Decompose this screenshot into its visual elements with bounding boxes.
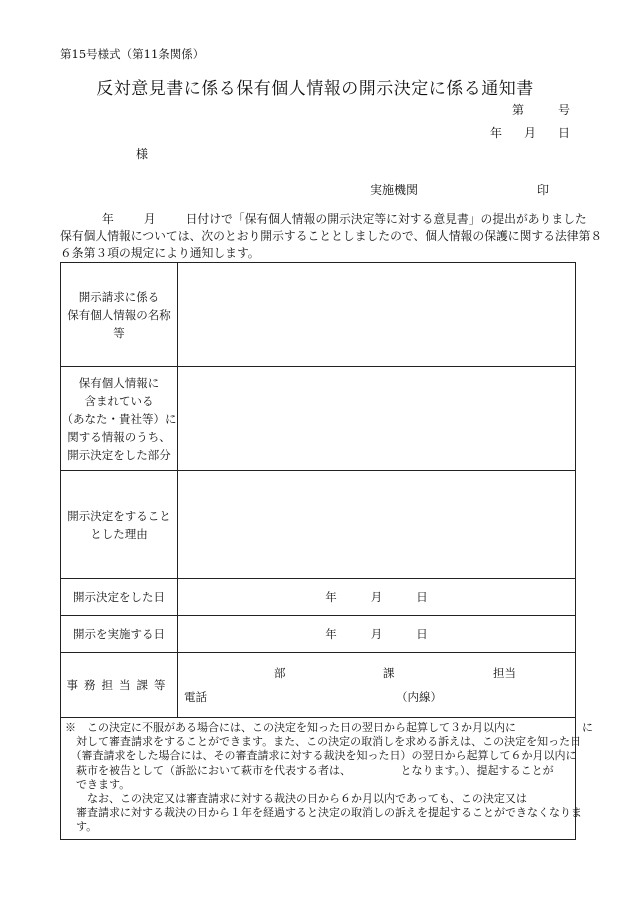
issue-year: 年: [489, 126, 502, 140]
intro-year: 年: [102, 212, 114, 226]
field-disclosed-part[interactable]: [178, 367, 576, 471]
field-info-name[interactable]: [178, 263, 576, 367]
field-reason[interactable]: [178, 471, 576, 579]
field-staff-section[interactable]: [178, 653, 576, 718]
decision-day: 日: [416, 590, 428, 604]
table-row: [61, 616, 576, 653]
intro-line-3: ６条第３項の規定により通知します。: [60, 246, 260, 260]
disclosure-table: [60, 262, 593, 840]
notice-line: （審査請求をした場合には、その審査請求に対する裁決を知った日）の翌日から起算して６か月以内に: [65, 749, 577, 763]
label-implementation-date: 開示を実施する日: [61, 616, 178, 653]
notice-line: 萩市を被告として（訴訟において萩市を代表する者は、 となります。）、提起することが: [65, 763, 554, 777]
staff-dept: 部: [274, 666, 286, 680]
label-reason: 開示決定をすること とした理由: [61, 471, 178, 579]
notice-line: 対して審査請求をすることができます。また、この決定の取消しを求める訴えは、この決定を知った日: [65, 735, 582, 749]
notice-line: なお、この決定又は審査請求に対する裁決の日から６か月以内であっても、この決定又は: [65, 792, 527, 806]
label-info-name: 開示請求に係る 保有個人情報の名称 等: [61, 263, 178, 367]
staff-phone: 電話: [184, 690, 207, 704]
intro-line-2: 保有個人情報については、次のとおり開示することとしましたので、個人情報の保護に関する法律第８: [60, 229, 603, 243]
form-number: 第15号様式（第11条関係）: [60, 47, 205, 61]
number-prefix: 第: [511, 103, 524, 117]
document-title: 反対意見書に係る保有個人情報の開示決定に係る通知書: [96, 79, 534, 99]
implementation-day: 日: [416, 627, 428, 641]
decision-month: 月: [370, 590, 383, 604]
implementation-month: 月: [370, 627, 383, 641]
decision-year: 年: [325, 590, 337, 604]
issuer-org-label: 実施機関: [370, 183, 419, 197]
seal-mark: 印: [537, 183, 550, 197]
issue-date-line: [490, 124, 570, 141]
staff-person: 担当: [493, 666, 516, 680]
intro-line-1: [60, 211, 587, 228]
notice-line: 審査請求に対する裁決の日から１年を経過すると決定の取消しの訴えを提起することができなくなりま: [65, 806, 582, 820]
table-row: [61, 653, 576, 718]
notice-line: す。: [65, 820, 98, 834]
document-number-line: [512, 101, 570, 118]
notice-line: ※ この決定に不服がある場合には、この決定を知った日の翌日から起算して３か月以内に に: [65, 721, 593, 734]
label-staff-section: 事務担当課等: [61, 653, 178, 718]
issue-day: 日: [557, 126, 570, 140]
intro-line-1-text: 日付けで「保有個人情報の開示決定等に対する意見書」の提出がありました: [185, 212, 587, 226]
field-implementation-date[interactable]: [178, 616, 576, 653]
field-decision-date[interactable]: [178, 579, 576, 616]
label-decision-date: 開示決定をした日: [61, 579, 178, 616]
table-row: [61, 263, 576, 367]
label-disclosed-part: 保有個人情報に 含まれている （あなた・貴社等）に 関する情報のうち、 開示決定をした部分: [61, 367, 178, 471]
notice-line: できます。: [65, 777, 131, 791]
staff-section: 課: [383, 666, 395, 680]
table-row: [61, 367, 576, 471]
addressee-suffix: 様: [136, 147, 149, 161]
issue-month: 月: [523, 126, 536, 140]
implementation-year: 年: [325, 627, 337, 641]
table-row: [61, 718, 576, 840]
staff-extension: （内線）: [396, 690, 442, 704]
table-row: [61, 471, 576, 579]
appeal-notice: [61, 718, 593, 840]
intro-paragraph: [60, 211, 603, 262]
intro-month: 月: [143, 212, 156, 226]
table-row: [61, 579, 576, 616]
number-suffix: 号: [557, 103, 570, 117]
